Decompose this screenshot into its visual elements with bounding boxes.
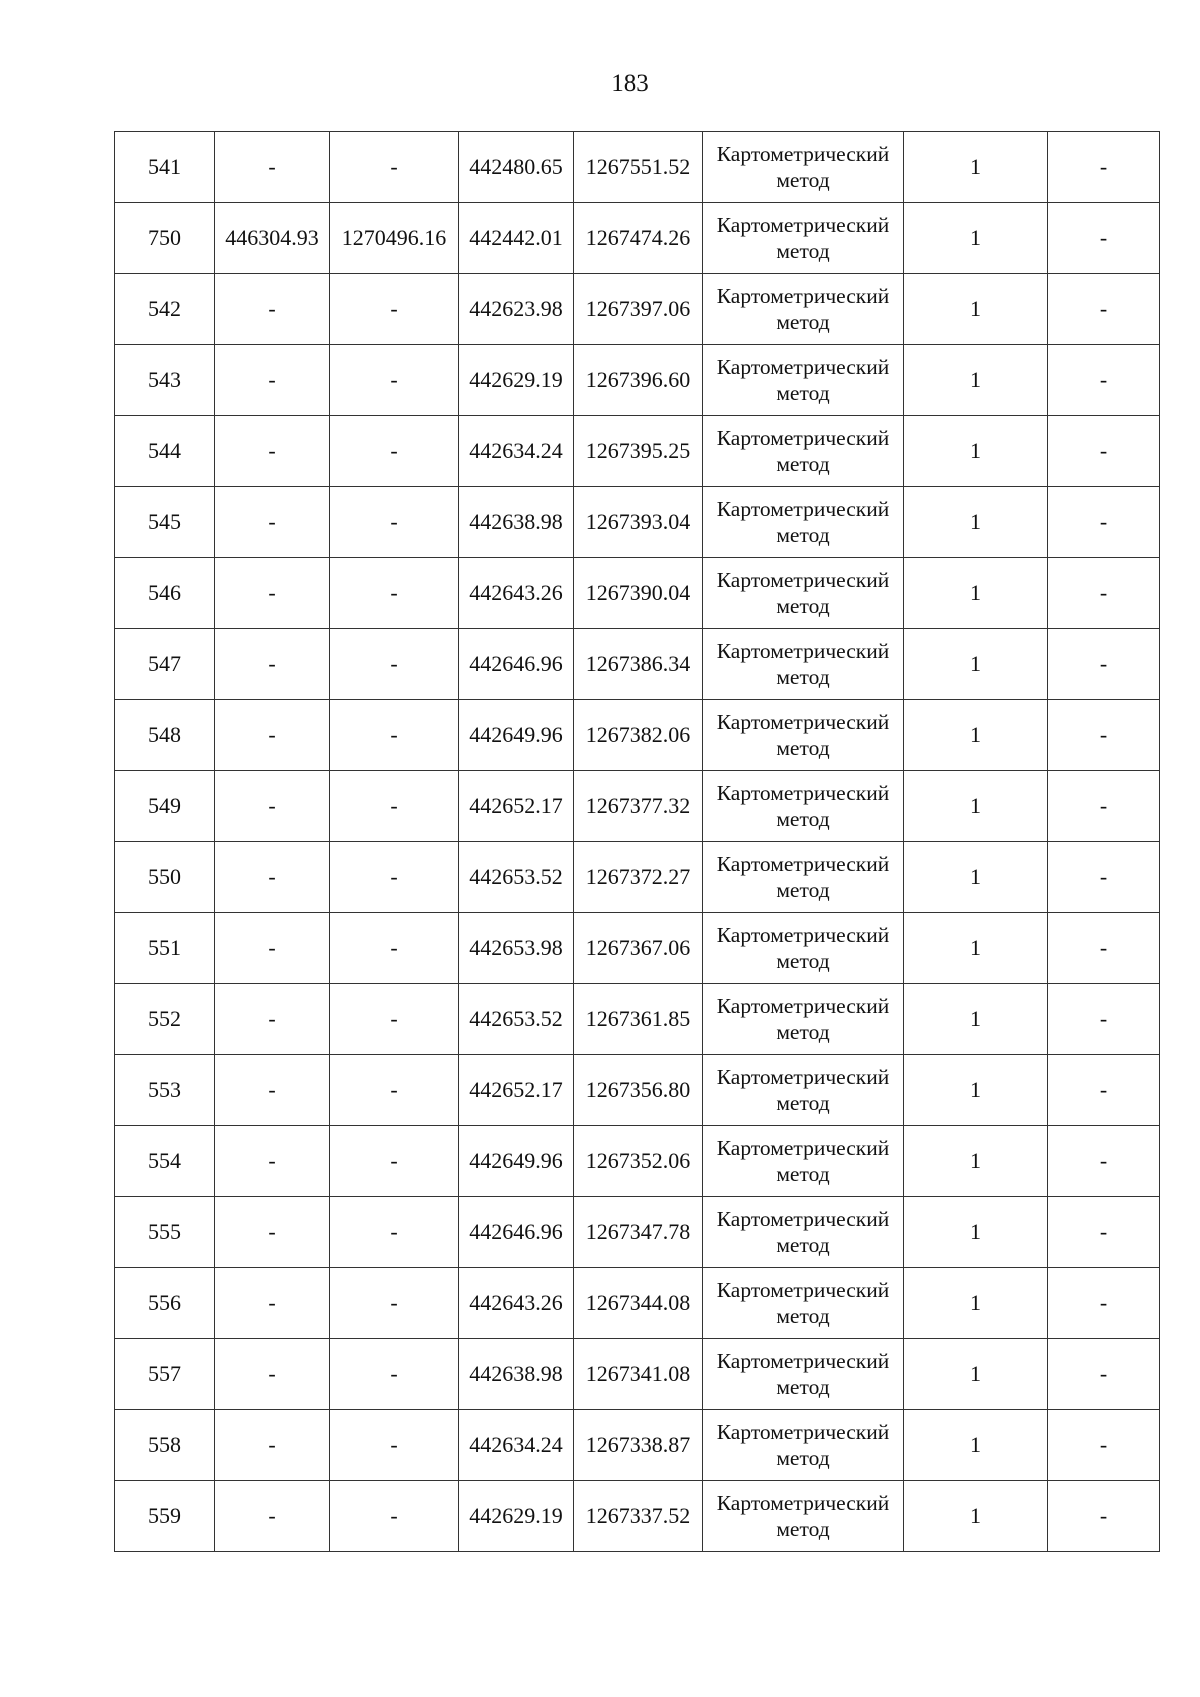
table-row: [115, 1481, 1160, 1552]
accuracy-cell: 1: [904, 345, 1048, 416]
existing-y-cell: -: [330, 629, 459, 700]
note-cell: -: [1048, 1055, 1160, 1126]
table-row: [115, 1197, 1160, 1268]
table-row: [115, 487, 1160, 558]
existing-y-cell: -: [330, 1197, 459, 1268]
method-cell: Картометрический метод: [703, 629, 904, 700]
accuracy-cell: 1: [904, 558, 1048, 629]
point-number-cell: 550: [115, 842, 215, 913]
note-cell: -: [1048, 1481, 1160, 1552]
table-row: [115, 558, 1160, 629]
new-y-cell: 1267361.85: [574, 984, 703, 1055]
new-y-cell: 1267393.04: [574, 487, 703, 558]
point-number-cell: 555: [115, 1197, 215, 1268]
existing-y-cell: -: [330, 700, 459, 771]
method-cell: Картометрический метод: [703, 1339, 904, 1410]
note-cell: -: [1048, 1197, 1160, 1268]
method-cell: Картометрический метод: [703, 842, 904, 913]
point-number-cell: 544: [115, 416, 215, 487]
new-y-cell: 1267347.78: [574, 1197, 703, 1268]
point-number-cell: 750: [115, 203, 215, 274]
table-row: [115, 629, 1160, 700]
point-number-cell: 554: [115, 1126, 215, 1197]
existing-x-cell: -: [215, 132, 330, 203]
accuracy-cell: 1: [904, 700, 1048, 771]
note-cell: -: [1048, 1126, 1160, 1197]
new-x-cell: 442649.96: [459, 1126, 574, 1197]
new-y-cell: 1267396.60: [574, 345, 703, 416]
note-cell: -: [1048, 629, 1160, 700]
accuracy-cell: 1: [904, 1339, 1048, 1410]
table-row: [115, 416, 1160, 487]
accuracy-cell: 1: [904, 1268, 1048, 1339]
existing-x-cell: -: [215, 558, 330, 629]
note-cell: -: [1048, 913, 1160, 984]
new-x-cell: 442623.98: [459, 274, 574, 345]
new-x-cell: 442634.24: [459, 416, 574, 487]
point-number-cell: 553: [115, 1055, 215, 1126]
new-y-cell: 1267390.04: [574, 558, 703, 629]
existing-x-cell: -: [215, 913, 330, 984]
existing-x-cell: -: [215, 771, 330, 842]
note-cell: -: [1048, 345, 1160, 416]
method-cell: Картометрический метод: [703, 1481, 904, 1552]
existing-x-cell: -: [215, 700, 330, 771]
existing-x-cell: -: [215, 842, 330, 913]
existing-y-cell: -: [330, 913, 459, 984]
table-row: [115, 345, 1160, 416]
new-y-cell: 1267352.06: [574, 1126, 703, 1197]
method-cell: Картометрический метод: [703, 487, 904, 558]
coordinates-table: [114, 131, 1160, 1552]
existing-x-cell: -: [215, 1055, 330, 1126]
new-x-cell: 442442.01: [459, 203, 574, 274]
table-row: [115, 842, 1160, 913]
method-cell: Картометрический метод: [703, 1410, 904, 1481]
new-y-cell: 1267367.06: [574, 913, 703, 984]
existing-y-cell: -: [330, 1481, 459, 1552]
existing-y-cell: -: [330, 1410, 459, 1481]
existing-y-cell: -: [330, 771, 459, 842]
accuracy-cell: 1: [904, 913, 1048, 984]
method-cell: Картометрический метод: [703, 984, 904, 1055]
point-number-cell: 551: [115, 913, 215, 984]
method-cell: Картометрический метод: [703, 1197, 904, 1268]
method-cell: Картометрический метод: [703, 416, 904, 487]
existing-x-cell: -: [215, 1126, 330, 1197]
note-cell: -: [1048, 274, 1160, 345]
existing-y-cell: 1270496.16: [330, 203, 459, 274]
new-y-cell: 1267372.27: [574, 842, 703, 913]
accuracy-cell: 1: [904, 132, 1048, 203]
existing-x-cell: -: [215, 984, 330, 1055]
existing-x-cell: -: [215, 345, 330, 416]
new-x-cell: 442652.17: [459, 1055, 574, 1126]
accuracy-cell: 1: [904, 1410, 1048, 1481]
note-cell: -: [1048, 1410, 1160, 1481]
method-cell: Картометрический метод: [703, 203, 904, 274]
new-x-cell: 442652.17: [459, 771, 574, 842]
method-cell: Картометрический метод: [703, 913, 904, 984]
existing-y-cell: -: [330, 1339, 459, 1410]
existing-x-cell: -: [215, 274, 330, 345]
point-number-cell: 559: [115, 1481, 215, 1552]
point-number-cell: 547: [115, 629, 215, 700]
new-x-cell: 442653.52: [459, 842, 574, 913]
note-cell: -: [1048, 984, 1160, 1055]
new-y-cell: 1267344.08: [574, 1268, 703, 1339]
note-cell: -: [1048, 1339, 1160, 1410]
existing-y-cell: -: [330, 487, 459, 558]
point-number-cell: 556: [115, 1268, 215, 1339]
new-x-cell: 442643.26: [459, 558, 574, 629]
table-row: [115, 1055, 1160, 1126]
accuracy-cell: 1: [904, 203, 1048, 274]
existing-x-cell: -: [215, 1410, 330, 1481]
accuracy-cell: 1: [904, 1126, 1048, 1197]
existing-y-cell: -: [330, 984, 459, 1055]
new-x-cell: 442638.98: [459, 1339, 574, 1410]
note-cell: -: [1048, 842, 1160, 913]
existing-y-cell: -: [330, 1268, 459, 1339]
existing-x-cell: -: [215, 1268, 330, 1339]
table-row: [115, 132, 1160, 203]
method-cell: Картометрический метод: [703, 132, 904, 203]
new-y-cell: 1267356.80: [574, 1055, 703, 1126]
table-row: [115, 274, 1160, 345]
new-y-cell: 1267395.25: [574, 416, 703, 487]
new-x-cell: 442649.96: [459, 700, 574, 771]
table-row: [115, 700, 1160, 771]
new-x-cell: 442638.98: [459, 487, 574, 558]
new-x-cell: 442653.98: [459, 913, 574, 984]
point-number-cell: 542: [115, 274, 215, 345]
new-x-cell: 442646.96: [459, 629, 574, 700]
accuracy-cell: 1: [904, 1197, 1048, 1268]
accuracy-cell: 1: [904, 1481, 1048, 1552]
point-number-cell: 552: [115, 984, 215, 1055]
note-cell: -: [1048, 132, 1160, 203]
note-cell: -: [1048, 487, 1160, 558]
method-cell: Картометрический метод: [703, 1055, 904, 1126]
point-number-cell: 546: [115, 558, 215, 629]
new-x-cell: 442634.24: [459, 1410, 574, 1481]
existing-x-cell: -: [215, 1481, 330, 1552]
accuracy-cell: 1: [904, 274, 1048, 345]
accuracy-cell: 1: [904, 771, 1048, 842]
existing-x-cell: -: [215, 1339, 330, 1410]
existing-y-cell: -: [330, 1055, 459, 1126]
method-cell: Картометрический метод: [703, 771, 904, 842]
point-number-cell: 549: [115, 771, 215, 842]
existing-x-cell: -: [215, 629, 330, 700]
new-y-cell: 1267337.52: [574, 1481, 703, 1552]
existing-y-cell: -: [330, 1126, 459, 1197]
accuracy-cell: 1: [904, 629, 1048, 700]
existing-x-cell: -: [215, 416, 330, 487]
method-cell: Картометрический метод: [703, 1268, 904, 1339]
new-y-cell: 1267382.06: [574, 700, 703, 771]
note-cell: -: [1048, 203, 1160, 274]
method-cell: Картометрический метод: [703, 558, 904, 629]
accuracy-cell: 1: [904, 984, 1048, 1055]
point-number-cell: 541: [115, 132, 215, 203]
note-cell: -: [1048, 700, 1160, 771]
new-x-cell: 442480.65: [459, 132, 574, 203]
table-row: [115, 1339, 1160, 1410]
new-y-cell: 1267551.52: [574, 132, 703, 203]
point-number-cell: 548: [115, 700, 215, 771]
method-cell: Картометрический метод: [703, 1126, 904, 1197]
accuracy-cell: 1: [904, 487, 1048, 558]
accuracy-cell: 1: [904, 416, 1048, 487]
existing-x-cell: -: [215, 1197, 330, 1268]
note-cell: -: [1048, 771, 1160, 842]
table-row: [115, 984, 1160, 1055]
accuracy-cell: 1: [904, 1055, 1048, 1126]
table-row: [115, 1126, 1160, 1197]
existing-x-cell: -: [215, 487, 330, 558]
table-row: [115, 1268, 1160, 1339]
table-row: [115, 1410, 1160, 1481]
existing-x-cell: 446304.93: [215, 203, 330, 274]
existing-y-cell: -: [330, 345, 459, 416]
point-number-cell: 545: [115, 487, 215, 558]
new-y-cell: 1267386.34: [574, 629, 703, 700]
table-body: [115, 132, 1160, 1552]
new-y-cell: 1267474.26: [574, 203, 703, 274]
new-x-cell: 442646.96: [459, 1197, 574, 1268]
method-cell: Картометрический метод: [703, 700, 904, 771]
new-x-cell: 442653.52: [459, 984, 574, 1055]
new-y-cell: 1267338.87: [574, 1410, 703, 1481]
existing-y-cell: -: [330, 274, 459, 345]
page-number: 183: [611, 70, 649, 97]
new-y-cell: 1267397.06: [574, 274, 703, 345]
new-x-cell: 442629.19: [459, 1481, 574, 1552]
method-cell: Картометрический метод: [703, 274, 904, 345]
method-cell: Картометрический метод: [703, 345, 904, 416]
table-row: [115, 771, 1160, 842]
point-number-cell: 557: [115, 1339, 215, 1410]
table-row: [115, 203, 1160, 274]
new-x-cell: 442629.19: [459, 345, 574, 416]
note-cell: -: [1048, 1268, 1160, 1339]
table-row: [115, 913, 1160, 984]
note-cell: -: [1048, 416, 1160, 487]
new-x-cell: 442643.26: [459, 1268, 574, 1339]
existing-y-cell: -: [330, 132, 459, 203]
note-cell: -: [1048, 558, 1160, 629]
accuracy-cell: 1: [904, 842, 1048, 913]
point-number-cell: 543: [115, 345, 215, 416]
existing-y-cell: -: [330, 842, 459, 913]
existing-y-cell: -: [330, 558, 459, 629]
point-number-cell: 558: [115, 1410, 215, 1481]
new-y-cell: 1267341.08: [574, 1339, 703, 1410]
new-y-cell: 1267377.32: [574, 771, 703, 842]
existing-y-cell: -: [330, 416, 459, 487]
